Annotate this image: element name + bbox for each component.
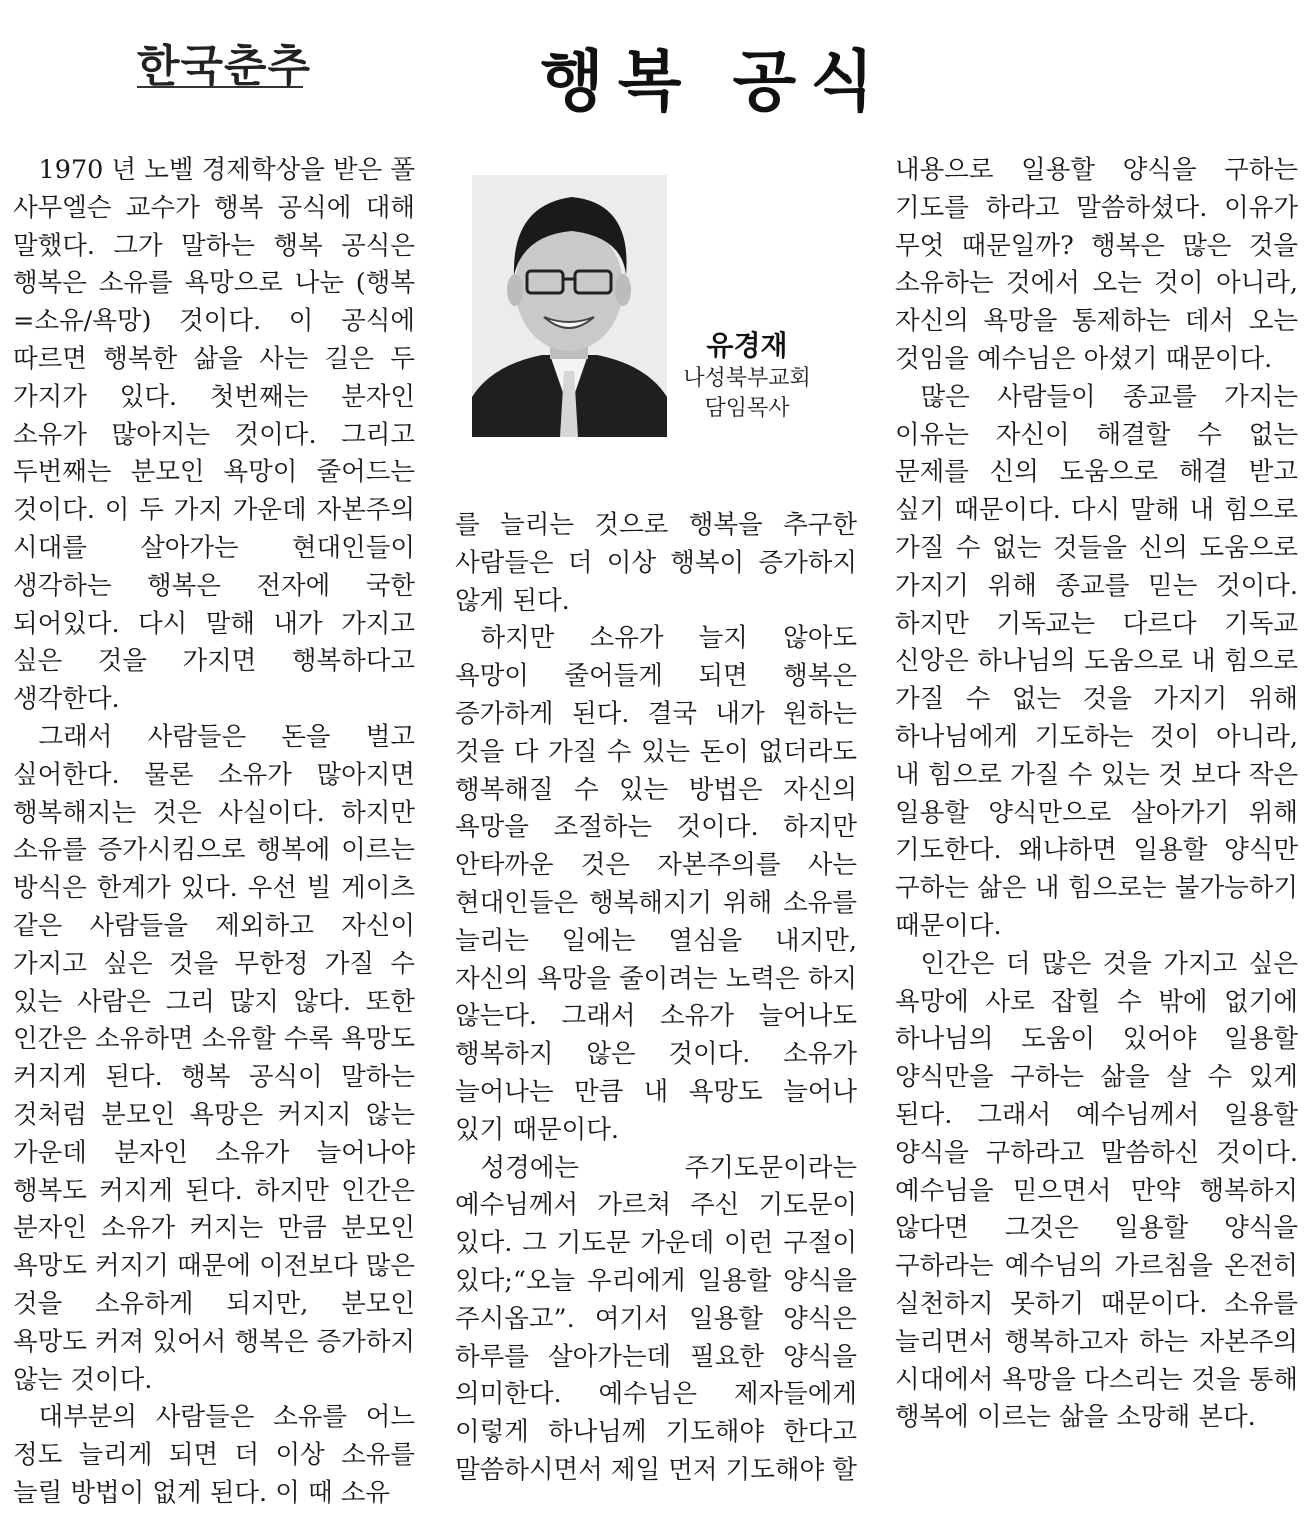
paragraph: 성경에는 주기도문이라는 예수님께서 가르쳐 주신 기도문이 있다. 그 기도문 가운데 이런 구절이 있다;“오늘 우리에게 일용할 양식을 주시옵고”. 여기서 일용할 양식은 하루를 살아가는데 필요한 양식을 의미한다. 예수님은 제자들에게 이렇게 하나님께 기도해야 한다고 말씀하시면서 제일 먼저 기도해야 할 xyxy=(455,1152,857,1485)
paragraph: 내용으로 일용할 양식을 구하는 기도를 하라고 말씀하셨다. 이유가 무엇 때문일까? 행복은 많은 것을 소유하는 것에서 오는 것이 아니라, 자신의 욕망을 통제하는 데서 오는 것임을 예수님은 아셨기 때문이다. xyxy=(895,155,1298,374)
paragraph: 많은 사람들이 종교를 가지는 이유는 자신이 해결할 수 없는 문제를 신의 도움으로 해결 받고 싶기 때문이다. 다시 말해 내 힘으로 가질 수 없는 것들을 신의 도움으로 가지기 위해 종교를 믿는 것이다. 하지만 기독교는 다르다 기독교 신앙은 하나님의 도움으로 내 힘으로 가질 수 없는 것을 가지기 위해 하나님에게 기도하는 것이 아니라, 내 힘으로 가질 수 있는 것 보다 작은 일용할 양식만으로 살아가기 위해 기도한다. 왜냐하면 일용할 양식만 구하는 삶은 내 힘으로는 불가능하기 때문이다. xyxy=(895,381,1298,941)
author-name: 유경재 xyxy=(706,329,788,362)
column-label: 한국춘추 xyxy=(137,41,312,92)
author-byline xyxy=(672,328,822,424)
article-column-1 xyxy=(13,152,415,1513)
paragraph: 대부분의 사람들은 소유를 어느 정도 늘리게 되면 더 이상 소유를 늘릴 방법이 없게 된다. 이 때 소유 xyxy=(13,1402,415,1508)
article-title: 행복 공식 xyxy=(540,42,889,120)
paragraph: 를 늘리는 것으로 행복을 추구한 사람들은 더 이상 행복이 증가하지 않게 된다. xyxy=(455,510,857,616)
paragraph: 그래서 사람들은 돈을 벌고 싶어한다. 물론 소유가 많아지면 행복해지는 것은 사실이다. 하지만 소유를 증가시킴으로 행복에 이르는 방식은 한계가 있다. 우선 빌 게이츠 같은 사람들을 제외하고 자신이 가지고 싶은 것을 무한정 가질 수 있는 사람은 그리 많지 않다. 또한 인간은 소유하면 소유할 수록 욕망도 커지게 된다. 행복 공식이 말하는 것처럼 분모인 욕망은 커지지 않는 가운데 분자인 소유가 늘어나야 행복도 커지게 된다. 하지만 인간은 분자인 소유가 커지는 만큼 분모인 욕망도 커지기 때문에 이전보다 많은 것을 소유하게 되지만, 분모인 욕망도 커져 있어서 행복은 증가하지 않는 것이다. xyxy=(13,721,415,1395)
paragraph: 인간은 더 많은 것을 가지고 싶은 욕망에 사로 잡힐 수 밖에 없기에 하나님의 도움이 있어야 일용할 양식만을 구하는 삶을 살 수 있게 된다. 그래서 예수님께서 일용할 양식을 구하라고 말씀하신 것이다. 예수님을 믿으면서 만약 행복하지 않다면 그것은 일용할 양식을 구하라는 예수님의 가르침을 온전히 실천하지 못하기 때문이다. 소유를 늘리면서 행복하고자 하는 자본주의 시대에서 욕망을 다스리는 것을 통해 행복에 이르는 삶을 소망해 본다. xyxy=(895,948,1298,1433)
author-photo xyxy=(472,175,667,437)
column-label-underline xyxy=(137,86,303,88)
paragraph: 하지만 소유가 늘지 않아도 욕망이 줄어들게 되면 행복은 증가하게 된다. 결국 내가 원하는 것을 다 가질 수 있는 돈이 없더라도 행복해질 수 있는 방법은 자신의 욕망을 조절하는 것이다. 하지만 안타까운 것은 자본주의를 사는 현대인들은 행복해지기 위해 소유를 늘리는 일에는 열심을 내지만, 자신의 욕망을 줄이려는 노력은 하지 않는다. 그래서 소유가 늘어나도 행복하지 않은 것이다. 소유가 늘어나는 만큼 내 욕망도 늘어나 있기 때문이다. xyxy=(455,623,857,1145)
author-church: 나성북부교회 xyxy=(683,366,811,391)
author-position: 담임목사 xyxy=(704,396,790,421)
article-column-3 xyxy=(895,152,1298,1437)
author-portrait-image xyxy=(472,175,667,437)
article-column-2 xyxy=(455,507,857,1490)
paragraph: 1970 년 노벨 경제학상을 받은 폴 사무엘슨 교수가 행복 공식에 대해 말했다. 그가 말하는 행복 공식은 행복은 소유를 욕망으로 나눈 (행복=소유/욕망) 것이다. 이 공식에 따르면 행복한 삶을 사는 길은 두 가지가 있다. 첫번째는 분자인 소유가 많아지는 것이다. 그리고 두번째는 분모인 욕망이 줄어드는 것이다. 이 두 가지 가운데 자본주의 시대를 살아가는 현대인들이 생각하는 행복은 전자에 국한 되어있다. 다시 말해 내가 가지고 싶은 것을 가지면 행복하다고 생각한다. xyxy=(13,155,415,715)
